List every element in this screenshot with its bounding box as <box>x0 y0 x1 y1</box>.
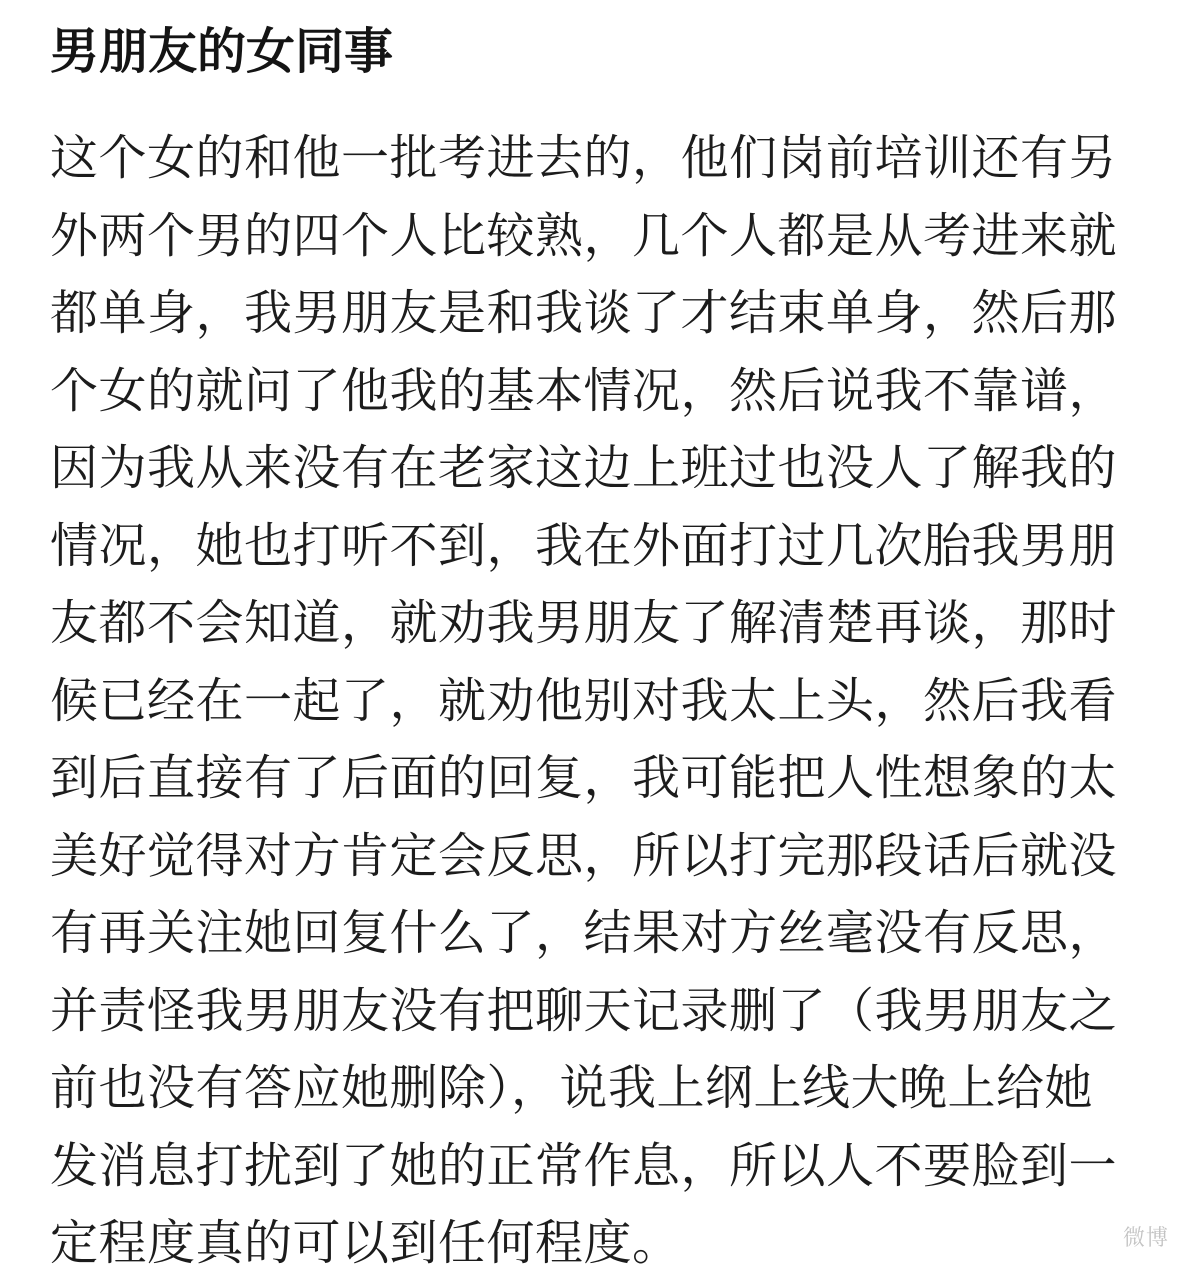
post-body-line: 友都不会知道，就劝我男朋友了解清楚再谈，那时 <box>50 595 1118 651</box>
post-body-line: 发消息打扰到了她的正常作息，所以人不要脸到一 <box>50 1137 1118 1194</box>
post-body-line: 前也没有答应她删除），说我上纲上线大晚上给她 <box>50 1060 1094 1116</box>
post-body-line: 情况，她也打听不到，我在外面打过几次胎我男朋 <box>50 517 1118 574</box>
post-body-line: 有再关注她回复什么了，结果对方丝毫没有反思， <box>50 905 1118 961</box>
post <box>50 22 1140 1283</box>
post-body-line: 候已经在一起了，就劝他别对我太上头，然后我看 <box>50 672 1118 729</box>
post-body-line: 因为我从来没有在老家这边上班过也没人了解我的 <box>50 440 1118 496</box>
post-body-line: 美好觉得对方肯定会反思，所以打完那段话后就没 <box>50 827 1118 884</box>
post-body-line: 并责怪我男朋友没有把聊天记录删了（我男朋友之 <box>50 982 1118 1039</box>
post-body-line: 到后直接有了后面的回复，我可能把人性想象的太 <box>50 750 1118 806</box>
post-body <box>50 120 1140 1283</box>
post-body-line: 定程度真的可以到任何程度。 <box>50 1215 681 1271</box>
post-body-line: 这个女的和他一批考进去的，他们岗前培训还有另 <box>50 130 1118 186</box>
post-body-line: 外两个男的四个人比较熟，几个人都是从考进来就 <box>50 207 1118 264</box>
post-body-line: 个女的就问了他我的基本情况，然后说我不靠谱， <box>50 362 1118 419</box>
watermark: 微博 <box>1122 1226 1169 1251</box>
post-body-line: 都单身，我男朋友是和我谈了才结束单身，然后那 <box>50 285 1118 341</box>
post-title: 男朋友的女同事 <box>50 23 394 80</box>
